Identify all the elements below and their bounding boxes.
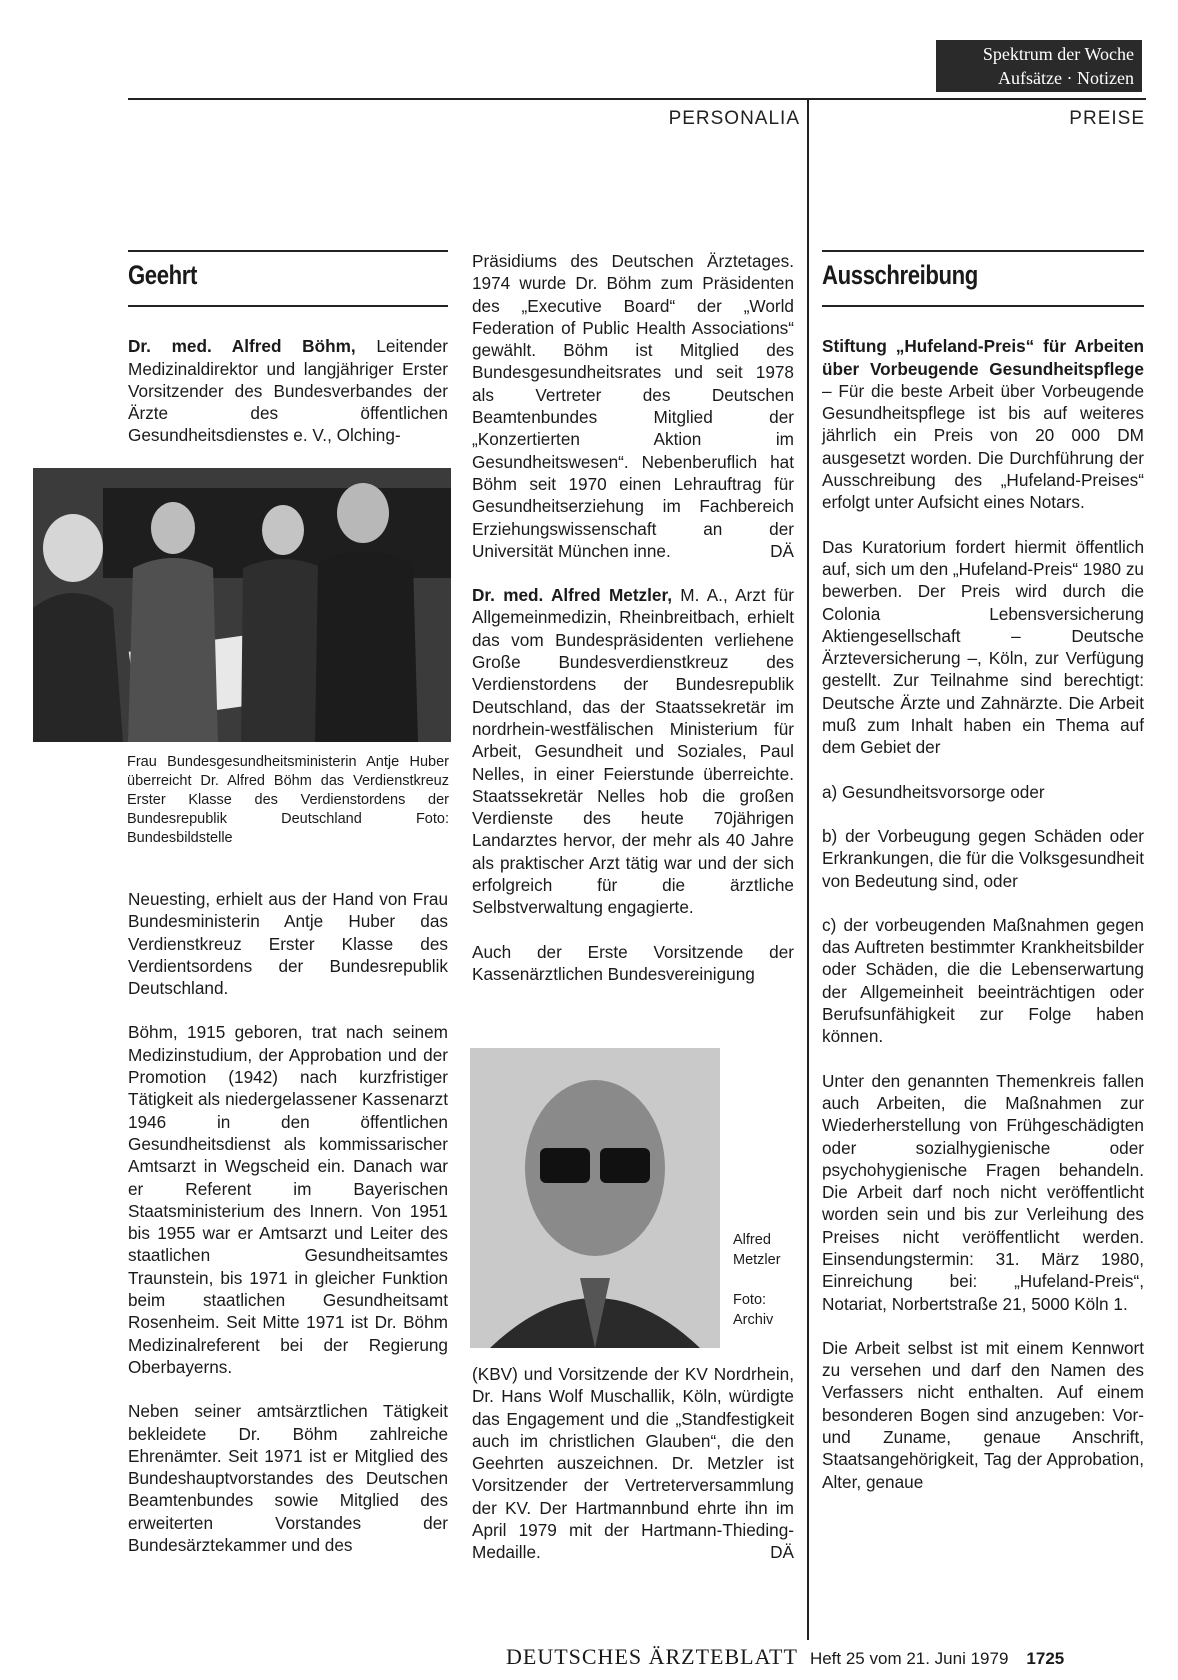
paragraph-metzler [472, 584, 794, 918]
issue-info: Heft 25 vom 21. Juni 1979 [809, 1649, 1009, 1668]
section-label-preise: PREISE [1069, 108, 1145, 129]
paragraph-praesidium [472, 250, 794, 562]
paragraph-kennwort: Die Arbeit selbst ist mit einem Kennwort zu versehen und darf den Namen des Verfassers nicht enthalten. Auf einem besonderen Bogen sind anzugeben: Vor- und Zuname, genaue Anschrift, Staatsangehörigkeit, Tag der Approbation, Alter, genaue [822, 1337, 1144, 1492]
right-column [822, 250, 1144, 1493]
middle-column-top [472, 250, 794, 985]
heading-block-geehrt [128, 250, 448, 307]
portrait-caption [733, 1230, 803, 1330]
heading-block-ausschreibung [822, 250, 1144, 307]
list-item-c: c) der vorbeugenden Maßnahmen gegen das Auftreten bestimmter Krankheitsbilder oder Schäden, die die Lebenserwartung der Allgemeinheit beeinträchtigen oder Berufsunfähigkeit zur Folge haben können. [822, 914, 1144, 1047]
heading-ausschreibung: Ausschreibung [822, 260, 978, 290]
photo-illustration [33, 468, 451, 742]
paragraph-boehm-intro [128, 335, 448, 446]
paragraph-themenkreis: Unter den genannten Themenkreis fallen auch Arbeiten, die Maßnahmen zur Wiederherstellung von Frühgeschädigten oder sozialhygienische oder psychohygienische Fragen behandeln. Die Arbeit darf noch nicht veröffentlicht worden sein und bis zur Verleihung des Preises nicht veröffentlicht werden. Einsendungstermin: 31. März 1980, Einreichung bei: „Hufeland-Preis“, Notariat, Norbertstraße 21, 5000 Köln 1. [822, 1070, 1144, 1314]
paragraph-honors: Neben seiner amtsärztlichen Tätigkeit bekleidete Dr. Böhm zahlreiche Ehrenämter. Seit 1971 ist er Mitglied des Bundeshauptvorstandes des Deutschen Beamtenbundes sowie Mitglied des erweiterten Vorstandes der Bundesärztekammer und des [128, 1401, 448, 1556]
praesidium-text: Präsidiums des Deutschen Ärztetages. 1974 wurde Dr. Böhm zum Präsidenten des „Executive Board“ der „World Federation of Public Health Associations“ gewählt. Böhm ist Mitglied des Bundesgesundheitsrates und seit 1978 als Vertreter des Deutschen Beamtenbundes Mitglied der „Konzertierten Aktion im Gesundheitswesen“. Nebenberuflich hat Böhm seit 1970 einen Lehrauftrag für Gesundheitserziehung im Fachbereich Erziehungswissenschaft an der Universität München inne. [472, 251, 794, 561]
section-badge [936, 40, 1142, 92]
portrait-metzler [470, 1048, 720, 1348]
top-rule [128, 98, 1146, 100]
left-column-top [128, 250, 448, 447]
name-metzler: Dr. med. Alfred Metzler, [472, 585, 672, 606]
paragraph-kuratorium: Das Kuratorium fordert hiermit öffentlich auf, sich um den „Hufeland-Preis“ 1980 zu bewerben. Der Preis wird durch die Colonia Lebensversicherung Aktiengesellschaft – Deutsche Ärzteversicherung –, Köln, zur Verfügung gestellt. Zur Teilnahme sind berechtigt: Deutsche Ärzte und Zahnärzte. Die Arbeit muß zum Inhalt haben ein Thema auf dem Gebiet der [822, 536, 1144, 758]
page-footer [506, 1644, 1064, 1670]
stiftung-title: Stiftung „Hufeland-Preis“ für Arbeiten über Vorbeugende Gesundheitspflege [822, 336, 1144, 379]
badge-line-1: Spektrum der Woche [982, 44, 1134, 64]
signature-da-2: DÄ [770, 1542, 794, 1563]
caption-credit: Foto: Archiv [733, 1292, 774, 1328]
page-number: 1725 [1026, 1649, 1065, 1668]
paragraph-stiftung [822, 335, 1144, 513]
heading-geehrt: Geehrt [128, 260, 197, 290]
signature-da-1: DÄ [770, 540, 794, 561]
stiftung-text: – Für die beste Arbeit über Vorbeugende Gesundheitspflege ist bis auf weiteres jährlich ein Preis von 20 000 DM ausgesetzt worden. Die Durchführung der Ausschreibung des „Hufeland-Preises“ erfolgt unter Aufsicht eines Notars. [822, 380, 1144, 513]
portrait-illustration [470, 1048, 720, 1348]
paragraph-kbv: Auch der Erste Vorsitzende der Kassenärztlichen Bundesvereinigung [472, 941, 794, 984]
intro-text: Leitender Medizinaldirektor und langjähriger Erster Vorsitzender des Bundesverbandes der Ärzte des öffentlichen Gesundheitsdienstes e. V., Olching- [128, 336, 448, 446]
paragraph-award: Neuesting, erhielt aus der Hand von Frau Bundesministerin Antje Huber das Verdienstkreuz Erster Klasse des Verdientsordens der Bundesrepublik Deutschland. [128, 889, 448, 999]
name-boehm: Dr. med. Alfred Böhm, [128, 336, 356, 357]
list-item-b: b) der Vorbeugung gegen Schäden oder Erkrankungen, die für die Volksgesundheit von Bedeutung sind, oder [822, 825, 1144, 891]
photo-caption-boehm: Frau Bundesgesundheitsministerin Antje Huber überreicht Dr. Alfred Böhm das Verdienstkreuz Erster Klasse des Verdienstordens der Bundesrepublik Deutschland Foto: Bundesbildstelle [127, 754, 449, 846]
paragraph-muschallik [472, 1363, 794, 1564]
column-divider [807, 98, 809, 1640]
muschallik-text: (KBV) und Vorsitzende der KV Nordrhein, Dr. Hans Wolf Muschallik, Köln, würdigte das Engagement und die „Standfestigkeit auch im christlichen Glauben“, die den Geehrten auszeichnen. Dr. Metzler ist Vorsitzender der Vertreterversammlung der KV. Der Hartmannbund ehrte ihn im April 1979 mit der Hartmann-Thieding-Medaille. [472, 1364, 794, 1563]
caption-name: Alfred Metzler [733, 1232, 781, 1268]
left-column-bottom [128, 888, 448, 1556]
award-ceremony-photo [33, 468, 451, 742]
paragraph-career: Böhm, 1915 geboren, trat nach seinem Medizinstudium, der Approbation und der Promotion (1942) nach kurzfristiger Tätigkeit als niedergelassener Kassenarzt 1946 in den öffentlichen Gesundheitsdienst als kommissarischer Amtsarzt in Wegscheid ein. Danach war er Referent im Bayerischen Staatsministerium des Innern. Von 1951 bis 1955 war er Amtsarzt und Leiter des staatlichen Gesundheitsamtes Traunstein, bis 1971 in gleicher Funktion beim staatlichen Gesundheitsamt Rosenheim. Seit Mitte 1971 ist Dr. Böhm Medizinalreferent bei der Regierung Oberbayerns. [128, 1022, 448, 1377]
metzler-text: M. A., Arzt für Allgemeinmedizin, Rheinbreitbach, erhielt das vom Bundespräsidenten verliehene Große Bundesverdienstkreuz des Verdienstordens der Bundesrepublik Deutschland, das der Staatssekretär im nordrhein-westfälischen Ministerium für Arbeit, Gesundheit und Soziales, Paul Nelles, in einer Feierstunde überreichte. Staatssekretär Nelles hob die großen Verdienste des heute 70jährigen Landarztes hervor, der mehr als 40 Jahre als praktischer Arzt tätig war und der sich erfolgreich für die ärztliche Selbstverwaltung engagierte. [472, 585, 794, 918]
badge-line-2: Aufsätze · Notizen [998, 68, 1134, 88]
section-label-personalia: PERSONALIA [668, 108, 800, 129]
list-item-a: a) Gesundheitsvorsorge oder [822, 781, 1045, 802]
middle-column-bottom [472, 1363, 794, 1564]
journal-name: DEUTSCHES ÄRZTEBLATT [506, 1644, 798, 1669]
